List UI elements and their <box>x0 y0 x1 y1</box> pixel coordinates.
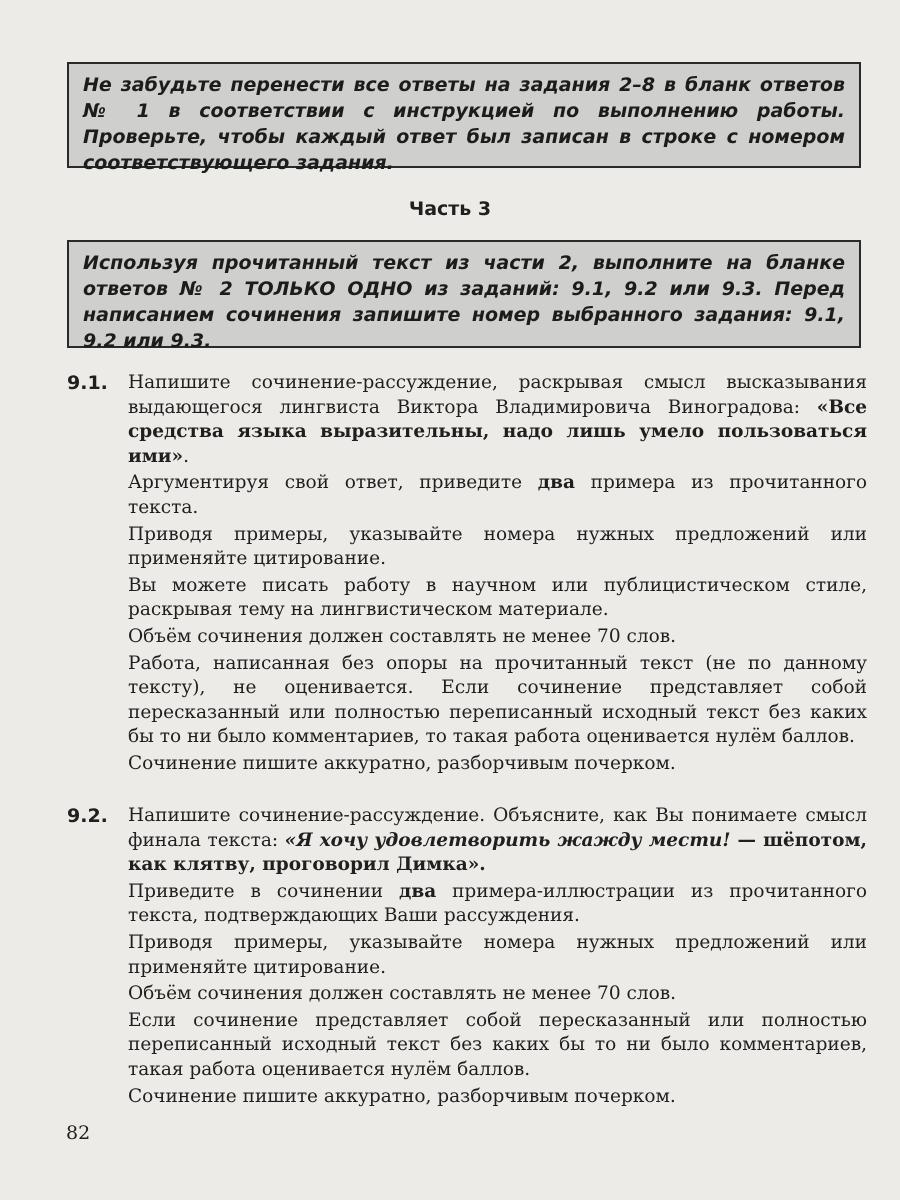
paragraph: Объём сочинения должен составлять не менее 70 слов. <box>128 625 677 647</box>
task-number: 9.1. <box>67 372 108 394</box>
paragraph <box>128 804 867 878</box>
notice-text: Не забудьте перенести все ответы на задания 2–8 в бланк ответов № 1 в соответствии с инструкцией по выполнению работы. Проверьте, чтобы каждый ответ был записан в строке с номером соответствующего задания. <box>83 74 845 174</box>
text: Напишите сочинение-рассуждение. Объясните, как Вы понимаете смысл финала текста: <box>128 805 867 851</box>
paragraph: Работа, написанная без опоры на прочитанный текст (не по данному тексту), не оценивается. Если сочинение представляет собой пересказанный или полностью переписанный исходный текст без каких бы то ни было комментариев, то такая работа оценивается нулём баллов. <box>128 652 867 748</box>
paragraph: Вы можете писать работу в научном или публицистическом стиле, раскрывая тему на лингвистическом материале. <box>128 574 867 621</box>
text: Напишите сочинение-рассуждение, раскрывая смысл высказывания выдающегося лингвиста Виктора Владимировича Виноградова: <box>128 372 867 418</box>
paragraph <box>128 880 867 929</box>
emphasis: два <box>537 472 575 494</box>
instruction-box <box>67 240 861 352</box>
paragraph: Сочинение пишите аккуратно, разборчивым почерком. <box>128 1085 676 1107</box>
quote: ». <box>467 854 486 876</box>
text: примера из прочитанного текста. <box>128 472 868 518</box>
task-9-2 <box>67 804 867 1111</box>
paragraph <box>128 371 867 469</box>
notice-box <box>67 62 861 174</box>
part-title: Часть 3 <box>408 198 492 220</box>
quote: «Я хочу удовлетворить жажду мести! <box>284 829 731 851</box>
text: Аргументируя свой ответ, приведите <box>128 472 538 494</box>
paragraph <box>128 471 867 520</box>
paragraph: Сочинение пишите аккуратно, разборчивым почерком. <box>128 752 676 774</box>
paragraph: Приводя примеры, указывайте номера нужных предложений или применяйте цитирование. <box>128 931 867 978</box>
text: . <box>183 445 189 467</box>
quote: — шёпотом, как клятву, проговорил Димка <box>128 829 867 876</box>
paragraph: Объём сочинения должен составлять не менее 70 слов. <box>128 983 677 1005</box>
task-number: 9.2. <box>67 805 108 827</box>
text: примера-иллюстрации из прочитанного текста, подтверждающих Ваши рассуждения. <box>128 880 867 927</box>
page-number: 82 <box>66 1122 91 1144</box>
task-9-1 <box>67 371 867 779</box>
text: Приведите в сочинении <box>128 880 400 902</box>
paragraph: Приводя примеры, указывайте номера нужных предложений или применяйте цитирование. <box>128 523 867 570</box>
emphasis: два <box>399 880 437 902</box>
paragraph: Если сочинение представляет собой пересказанный или полностью переписанный исходный текст без каких бы то ни было комментариев, такая работа оценивается нулём баллов. <box>128 1009 867 1080</box>
instruction-text: Используя прочитанный текст из части 2, выполните на бланке ответов № 2 ТОЛЬКО ОДНО из заданий: 9.1, 9.2 или 9.3. Перед написанием сочинения запишите номер выбранного задания: 9.1, 9.2 или 9.3. <box>83 252 845 352</box>
quote: «Все средства языка выразительны, надо лишь умело пользоваться ими» <box>128 396 867 467</box>
